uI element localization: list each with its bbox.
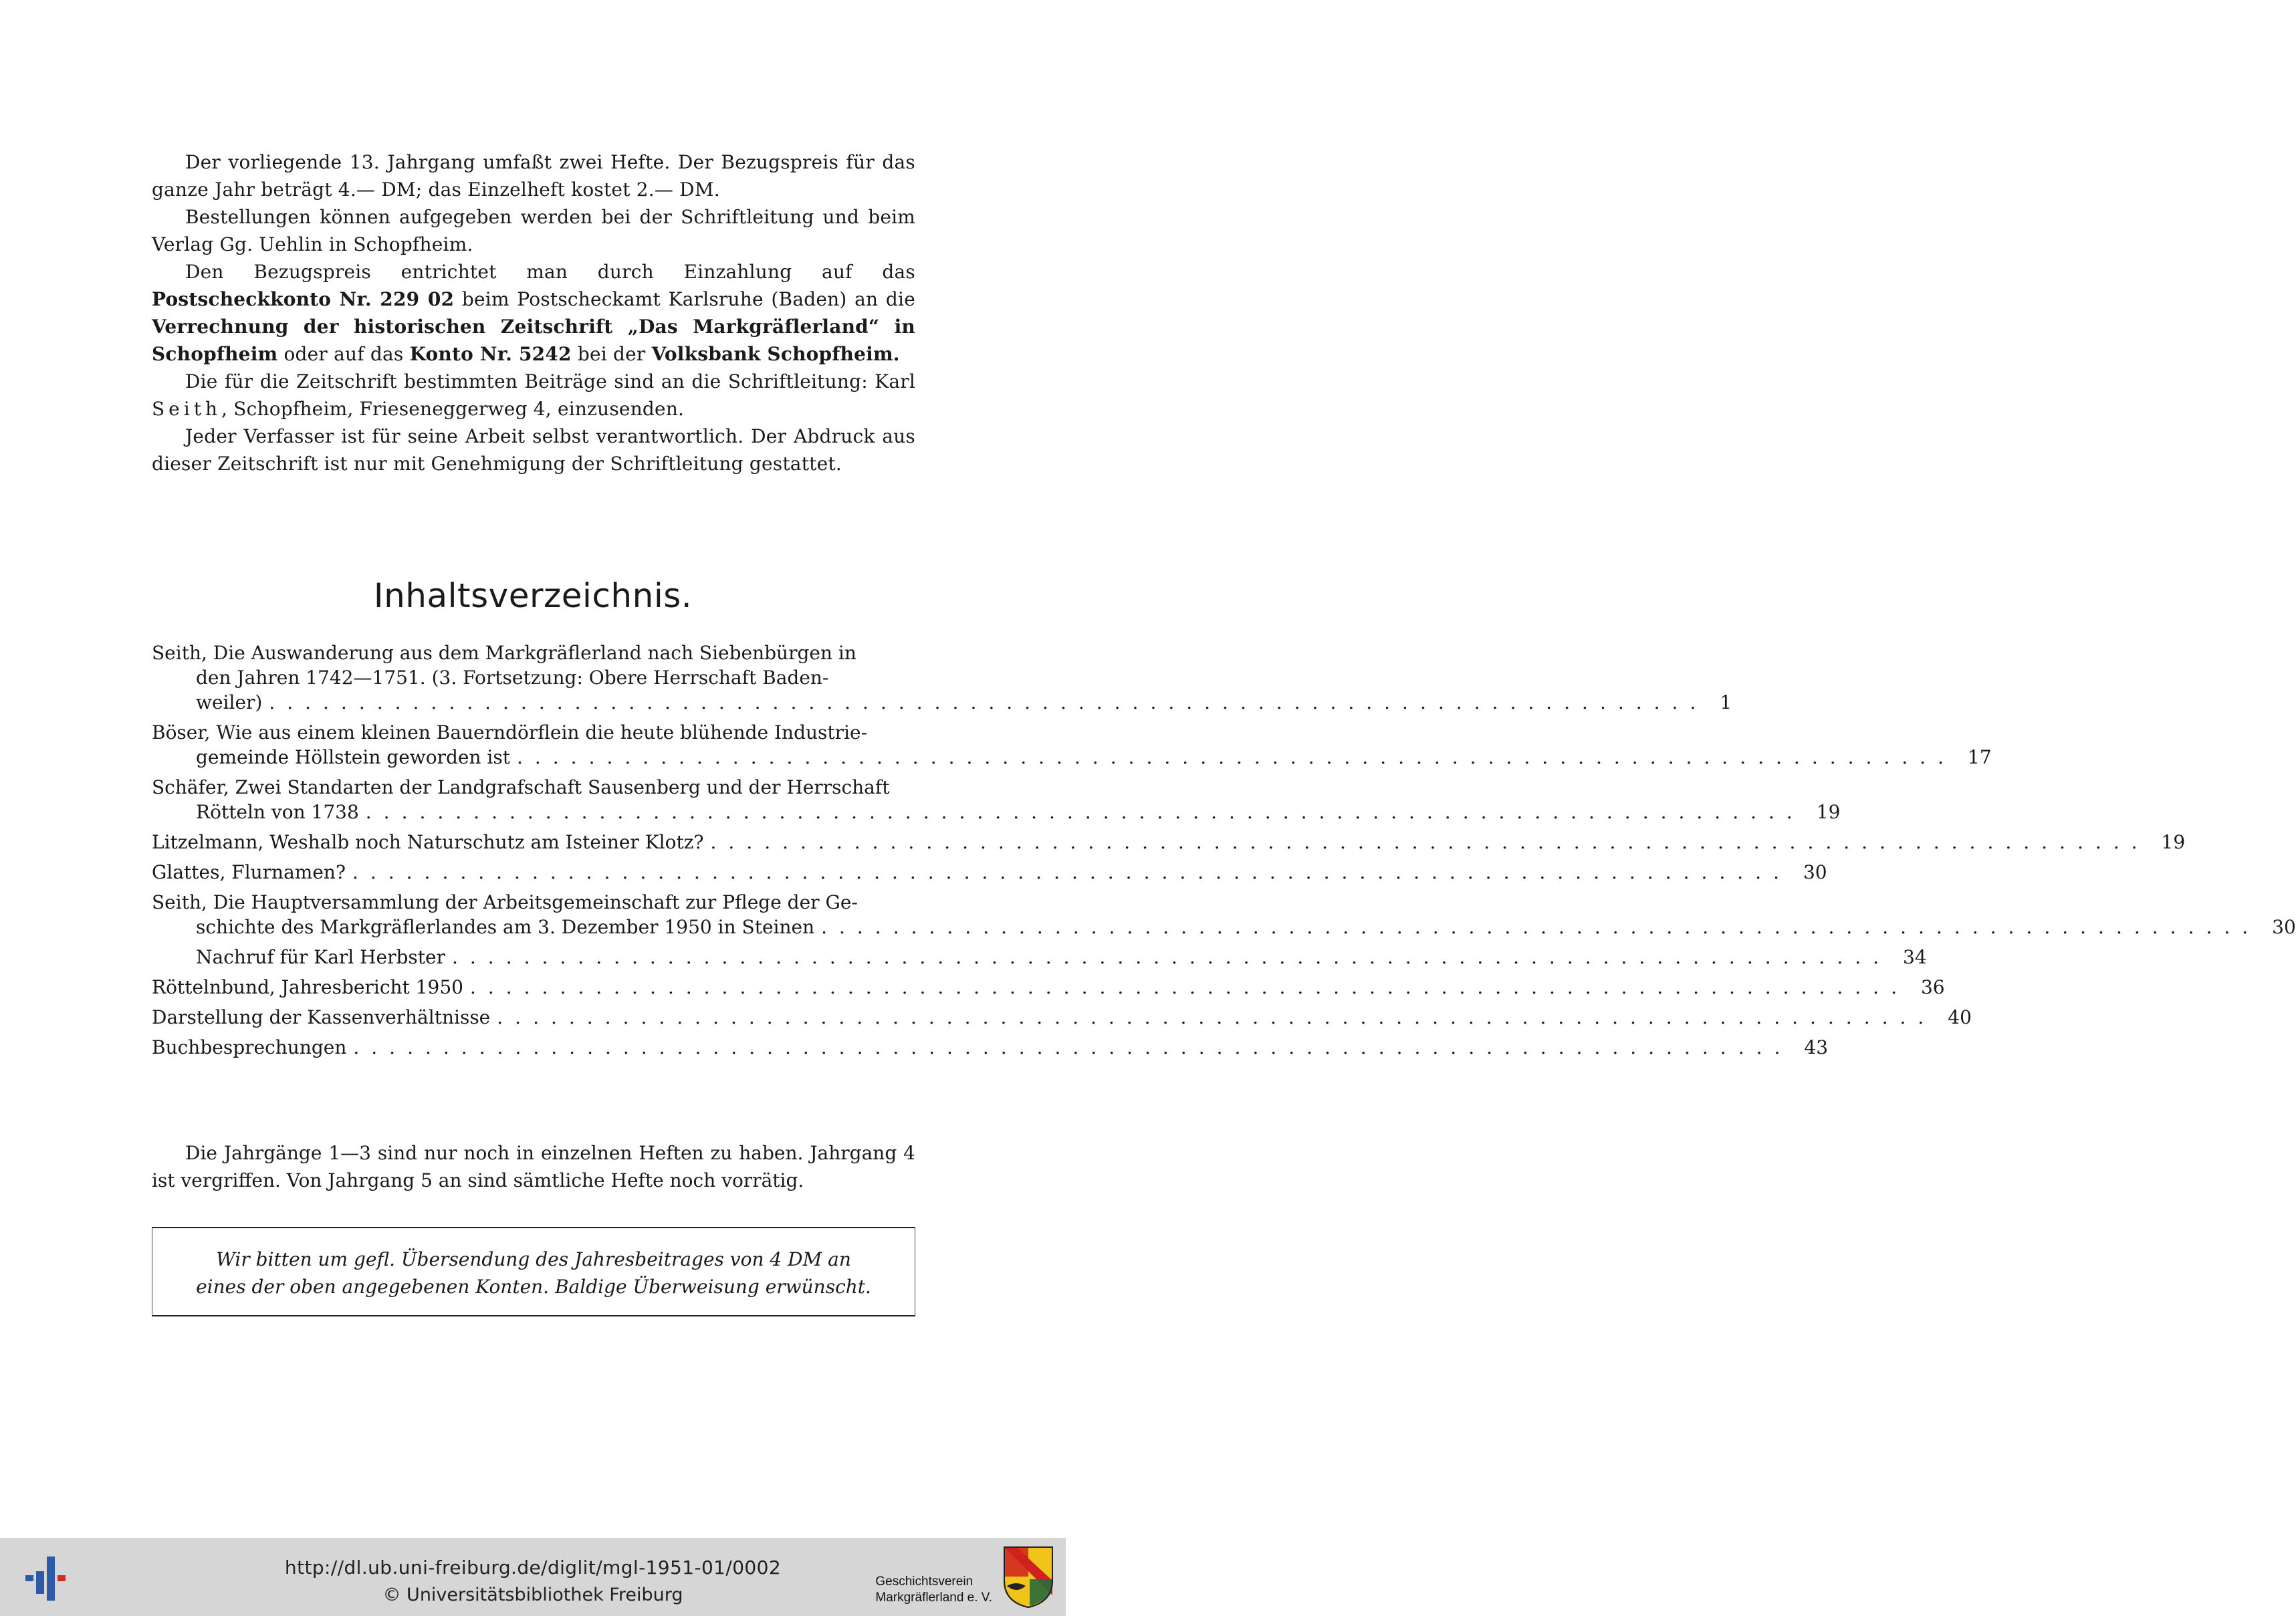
payment-request-line-1: Wir bitten um gefl. Übersendung des Jahresbeitrages von 4 DM an: [216, 1248, 851, 1270]
intro-paragraph-4: [152, 368, 915, 423]
toc-entry-last-line: [152, 1035, 1829, 1060]
toc-entry: [152, 890, 2296, 939]
toc-entry-text: Rötteln von 1738: [196, 801, 359, 823]
society-name: [875, 1574, 992, 1606]
toc-title: Inhaltsverzeichnis.: [373, 576, 693, 615]
toc-entry-last-line: [152, 945, 1927, 969]
toc-page-number: 34: [1903, 946, 1927, 968]
intro-p3-bold-konto: Konto Nr. 5242: [409, 343, 572, 365]
toc-page-number: 17: [1968, 746, 1992, 768]
toc-page-number: 43: [1804, 1036, 1829, 1058]
toc-entry-text: Nachruf für Karl Herbster: [196, 946, 445, 968]
toc-leader-dots: ................................................................................: [469, 976, 1909, 998]
toc-entry-continuation-line: den Jahren 1742—1751. (3. Fortsetzung: Obere Herrschaft Baden-: [196, 667, 829, 689]
intro-p3-bold-account: Postscheckkonto Nr. 229 02: [152, 288, 455, 310]
payment-request-text: [193, 1246, 875, 1300]
toc-leader-dots: ................................................................................: [269, 691, 1708, 713]
intro-p4-name: Seith: [152, 398, 221, 420]
intro-paragraph-1: Der vorliegende 13. Jahrgang umfaßt zwei Hefte. Der Bezugspreis für das ganze Jahr beträgt 4.— DM; das Einzelheft kostet 2.— DM.: [152, 151, 915, 201]
footer-url[interactable]: http://dl.ub.uni-freiburg.de/diglit/mgl-1951-01/0002: [284, 1556, 782, 1579]
table-of-contents: [152, 641, 2296, 1065]
toc-entry-first-line: Seith, Die Auswanderung aus dem Markgräflerland nach Siebenbürgen in: [152, 642, 856, 664]
footer-bar: [0, 1538, 1066, 1616]
toc-entry: [152, 720, 1992, 770]
toc-leader-dots: ................................................................................: [821, 916, 2261, 938]
intro-paragraph-3: [152, 258, 915, 368]
toc-entry-text: weiler): [196, 691, 263, 713]
intro-p3-text-e: oder auf das: [277, 343, 410, 365]
society-line-2: Markgräflerland e. V.: [875, 1591, 992, 1605]
intro-p3-text-g: bei der: [571, 343, 652, 365]
toc-entry-last-line: [152, 745, 1992, 770]
toc-page-number: 30: [2272, 916, 2296, 938]
toc-entry-text: Röttelnbund, Jahresbericht 1950: [152, 976, 463, 998]
toc-leader-dots: ................................................................................: [516, 746, 1956, 768]
payment-request-box: [152, 1227, 915, 1316]
intro-p4-text-a: Die für die Zeitschrift bestimmten Beiträge sind an die Schriftleitung: Karl: [185, 370, 915, 392]
toc-entry-last-line: [152, 975, 1945, 1000]
toc-entry-first-line: Böser, Wie aus einem kleinen Bauerndörflein die heute blühende Industrie-: [152, 721, 868, 743]
intro-paragraph-5: Jeder Verfasser ist für seine Arbeit selbst verantwortlich. Der Abdruck aus dieser Zeitschrift ist nur mit Genehmigung der Schriftleitung gestattet.: [152, 425, 915, 475]
toc-entry-text: gemeinde Höllstein geworden ist: [196, 746, 510, 768]
toc-entry-text: Buchbesprechungen: [152, 1036, 347, 1058]
toc-entry-text: Glattes, Flurnamen?: [152, 861, 346, 883]
toc-page-number: 1: [1720, 691, 1732, 713]
intro-p4-text-c: , Schopfheim, Frieseneggerweg 4, einzusenden.: [221, 398, 685, 420]
notice-paragraph: Die Jahrgänge 1—3 sind nur noch in einzelnen Heften zu haben. Jahrgang 4 ist vergriffen. Von Jahrgang 5 an sind sämtliche Hefte noch vorrätig.: [152, 1142, 915, 1191]
intro-p3-text-c: beim Postscheckamt Karlsruhe (Baden) an die: [454, 288, 915, 310]
intro-text: [152, 148, 915, 477]
intro-p3-text-a: Den Bezugspreis entrichtet man durch Einzahlung auf das: [185, 261, 915, 283]
toc-entry: [152, 975, 1945, 1000]
toc-entry-last-line: [152, 800, 1841, 824]
toc-entry-text: Litzelmann, Weshalb noch Naturschutz am Isteiner Klotz?: [152, 831, 704, 853]
toc-entry-first-line: Seith, Die Hauptversammlung der Arbeitsgemeinschaft zur Pflege der Ge-: [152, 891, 858, 913]
toc-entry-first-line: Schäfer, Zwei Standarten der Landgrafschaft Sausenberg und der Herrschaft: [152, 776, 890, 798]
toc-entry-last-line: [152, 690, 1732, 715]
toc-entry-text: Darstellung der Kassenverhältnisse: [152, 1006, 491, 1028]
intro-paragraph-2: Bestellungen können aufgegeben werden bei der Schriftleitung und beim Verlag Gg. Uehlin in Schopfheim.: [152, 206, 915, 255]
toc-entry-last-line: [152, 860, 1827, 885]
toc-leader-dots: ................................................................................: [353, 1036, 1793, 1058]
toc-page-number: 30: [1803, 861, 1827, 883]
toc-entry: [152, 860, 1827, 885]
toc-entry: [152, 775, 1841, 824]
toc-entry: [152, 1035, 1829, 1060]
footer-copyright: © Universitätsbibliothek Freiburg: [382, 1585, 683, 1605]
toc-page-number: 19: [2161, 831, 2186, 853]
toc-entry: [152, 945, 1927, 969]
intro-p3-bold-recipient: Verrechnung der historischen Zeitschrift „Das Markgräflerland“ in Schopfheim: [152, 316, 915, 365]
intro-p3-bold-bank: Volksbank Schopfheim.: [651, 343, 900, 365]
toc-entry-text: schichte des Markgräflerlandes am 3. Dezember 1950 in Steinen: [196, 916, 815, 938]
toc-page-number: 36: [1920, 976, 1945, 998]
toc-entry: [152, 641, 1732, 715]
toc-page-number: 40: [1948, 1006, 1972, 1028]
toc-leader-dots: ................................................................................: [352, 861, 1791, 883]
toc-entry-last-line: [152, 1005, 1972, 1030]
society-line-1: Geschichtsverein: [875, 1575, 973, 1589]
toc-leader-dots: ................................................................................: [497, 1006, 1936, 1028]
toc-entry-last-line: [152, 830, 2186, 854]
toc-page-number: 19: [1816, 801, 1841, 823]
payment-request-line-2: eines der oben angegebenen Konten. Baldige Überweisung erwünscht.: [196, 1276, 871, 1298]
toc-entry: [152, 1005, 1972, 1030]
coat-of-arms-icon: [1003, 1546, 1054, 1609]
toc-leader-dots: ................................................................................: [452, 946, 1891, 968]
toc-leader-dots: ................................................................................: [710, 831, 2150, 853]
toc-entry: [152, 830, 2186, 854]
toc-entry-last-line: [152, 915, 2296, 939]
availability-notice: [152, 1139, 915, 1194]
toc-leader-dots: ................................................................................: [365, 801, 1805, 823]
